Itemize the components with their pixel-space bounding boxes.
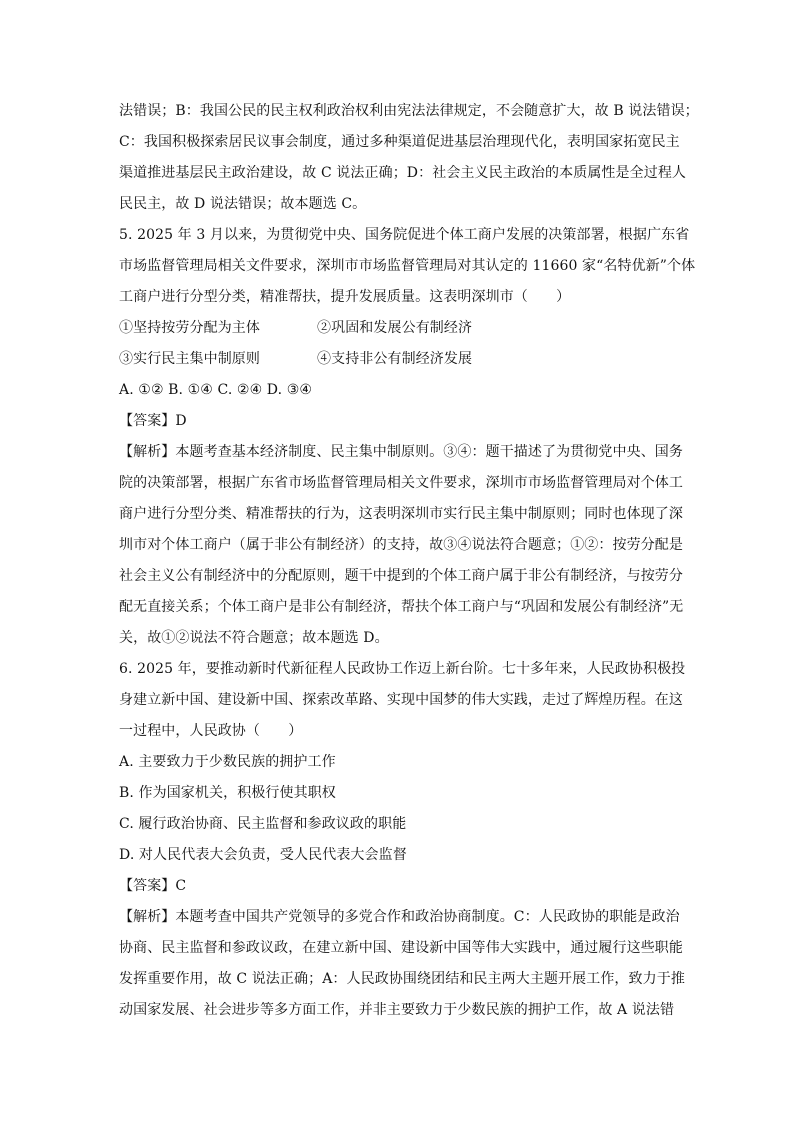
answer-label: 【答案】C xyxy=(119,878,187,894)
text-line: 法错误；B：我国公民的民主权利政治权利由宪法法律规定，不会随意扩大，故 B 说法错误； xyxy=(119,103,699,119)
options-row xyxy=(119,313,679,344)
question-stem-line: 市场监督管理局相关文件要求，深圳市市场监督管理局对其认定的 11660 家“名特优新”个体 xyxy=(119,258,696,274)
question-stem-line: 5. 2025 年 3 月以来，为贯彻党中央、国务院促进个体工商户发展的决策部署，根据广东省 xyxy=(119,227,690,243)
analysis-line: 圳市对个体工商户（属于非公有制经济）的支持，故③④说法符合题意；①②：按劳分配是 xyxy=(119,537,683,553)
text-line: C：我国积极探索居民议事会制度，通过多种渠道促进基层治理现代化，表明国家拓宽民主 xyxy=(119,134,680,150)
question-stem-line: 一过程中，人民政协（ ） xyxy=(119,723,303,739)
analysis-line: 院的决策部署，根据广东省市场监督管理局相关文件要求，深圳市市场监督管理局对个体工 xyxy=(119,475,683,491)
answer-choices: A. ①② B. ①④ C. ②④ D. ③④ xyxy=(119,382,312,398)
option-d: D. 对人民代表大会负责，受人民代表大会监督 xyxy=(119,847,407,863)
analysis-line: 配无直接关系；个体工商户是非公有制经济，帮扶个体工商户与“巩固和发展公有制经济”无 xyxy=(119,599,684,615)
text-line: 民民主，故 D 说法错误；故本题选 C。 xyxy=(119,196,367,212)
analysis-line: 商户进行分型分类、精准帮扶的行为，这表明深圳市实行民主集中制原则；同时也体现了深 xyxy=(119,506,683,522)
text-line: 渠道推进基层民主政治建设，故 C 说法正确；D：社会主义民主政治的本质属性是全过程人 xyxy=(119,165,687,181)
question-stem-line: 工商户进行分型分类，精准帮扶，提升发展质量。这表明深圳市（ ） xyxy=(119,289,571,305)
option-2: ②巩固和发展公有制经济 xyxy=(317,320,473,336)
option-4: ④支持非公有制经济发展 xyxy=(317,351,473,367)
question-6 xyxy=(119,654,686,1026)
analysis-line: 关，故①②说法不符合题意；故本题选 D。 xyxy=(119,630,389,646)
option-1: ①坚持按劳分配为主体 xyxy=(119,320,260,336)
option-3: ③实行民主集中制原则 xyxy=(119,351,260,367)
question-stem-line: 6. 2025 年，要推动新时代新征程人民政协工作迈上新台阶。七十多年来，人民政协积极投 xyxy=(119,661,686,677)
q4-analysis-continuation xyxy=(119,96,699,220)
analysis-line: 发挥重要作用，故 C 说法正确；A：人民政协围绕团结和民主两大主题开展工作，致力于推 xyxy=(119,971,685,987)
option-c: C. 履行政治协商、民主监督和参政议政的职能 xyxy=(119,816,407,832)
question-5 xyxy=(119,220,696,654)
question-stem-line: 身建立新中国、建设新中国、探索改革路、实现中国梦的伟大实践，走过了辉煌历程。在这 xyxy=(119,692,683,708)
option-a: A. 主要致力于少数民族的拥护工作 xyxy=(119,754,336,770)
answer-label: 【答案】D xyxy=(119,413,187,429)
options-row xyxy=(119,344,679,375)
analysis-line: 社会主义公有制经济中的分配原则，题干中提到的个体工商户属于非公有制经济，与按劳分 xyxy=(119,568,683,584)
option-b: B. 作为国家机关，积极行使其职权 xyxy=(119,785,336,801)
document-page xyxy=(119,96,699,1026)
analysis-line: 【解析】本题考查中国共产党领导的多党合作和政治协商制度。C：人民政协的职能是政治 xyxy=(119,909,680,925)
analysis-line: 协商、民主监督和参政议政，在建立新中国、建设新中国等伟大实践中，通过履行这些职能 xyxy=(119,940,683,956)
analysis-line: 动国家发展、社会进步等多方面工作，并非主要致力于少数民族的拥护工作，故 A 说法错 xyxy=(119,1002,675,1018)
analysis-line: 【解析】本题考查基本经济制度、民主集中制原则。③④：题干描述了为贯彻党中央、国务 xyxy=(119,444,683,460)
